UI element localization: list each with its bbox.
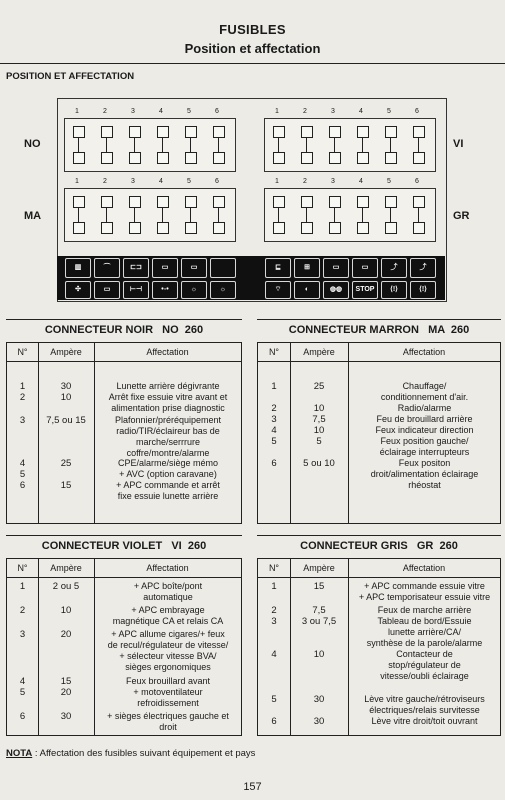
row-affectation: + APC commande essuie vitre	[364, 581, 485, 591]
row-affectation: Feux positon	[398, 458, 451, 468]
relay-row-bottom	[57, 280, 445, 300]
row-number: 2	[19, 605, 26, 616]
fuse-slot	[73, 196, 85, 234]
relay-8-icon: ◐	[294, 281, 320, 299]
table-header	[7, 559, 241, 578]
row-number: 2	[19, 392, 26, 403]
row-affectation: Lève vitre droit/toit ouvrant	[371, 716, 478, 726]
page-number: 157	[243, 781, 262, 793]
fuse-number: 2	[103, 108, 107, 115]
row-number: 6	[19, 711, 26, 722]
fuse-number: 5	[387, 108, 391, 115]
relay-12-icon: ⤴	[410, 258, 436, 278]
connector-title-rule	[257, 535, 501, 536]
row-ampere: 20	[60, 629, 72, 640]
row-ampere: 7,5	[312, 605, 326, 616]
fuse-number: 6	[415, 178, 419, 185]
relay-10-icon: ▭	[352, 258, 378, 278]
row-number: 3	[271, 414, 277, 425]
connector-title: CONNECTEUR NOIR NO 260	[44, 324, 204, 336]
row-ampere: 30	[60, 381, 72, 392]
fuse-number: 2	[303, 108, 307, 115]
relay-4-icon: ▭	[152, 258, 178, 278]
fuse-block-no	[64, 118, 236, 172]
row-affectation: de recul/régulateur de vitesse/	[107, 640, 229, 650]
row-number: 1	[19, 581, 26, 592]
row-affectation: radio/TIR/éclaireur bas de	[116, 426, 220, 436]
fuse-slot	[385, 126, 397, 164]
row-number: 1	[19, 381, 26, 392]
relay-9-icon: ◍◍	[323, 281, 349, 299]
row-number: 2	[271, 605, 277, 616]
row-affectation: alimentation prise diagnostic	[111, 403, 225, 413]
row-affectation: refroidissement	[137, 698, 199, 708]
section-title: POSITION ET AFFECTATION	[6, 71, 135, 82]
fuse-block-vi	[264, 118, 436, 172]
row-affectation: droit	[159, 722, 177, 732]
row-number: 5	[271, 436, 277, 447]
fuse-number: 6	[215, 178, 219, 185]
row-affectation: + sélecteur vitesse BVA/	[119, 651, 217, 661]
relay-5-icon: ☼	[181, 281, 207, 299]
row-affectation: + APC embrayage	[131, 605, 205, 615]
fuse-slot	[413, 126, 425, 164]
connector-title-rule	[6, 535, 242, 536]
connector-table	[257, 342, 501, 524]
row-affectation: + APC boîte/pont	[133, 581, 203, 591]
fuse-number: 4	[159, 178, 163, 185]
row-ampere: 10	[313, 425, 325, 436]
fuse-number: 4	[359, 108, 363, 115]
fuse-number: 2	[103, 178, 107, 185]
fuse-number: 3	[331, 108, 335, 115]
row-ampere: 15	[60, 480, 72, 491]
row-number: 4	[271, 425, 277, 436]
fuse-slot	[157, 126, 169, 164]
connector-title: CONNECTEUR VIOLET VI 260	[41, 540, 207, 552]
row-affectation: + APC commande et arrêt	[116, 480, 220, 490]
row-affectation: marche/serrrure	[135, 437, 200, 447]
row-affectation: conditionnement d'air.	[380, 392, 469, 402]
row-ampere: 10	[60, 392, 72, 403]
fuse-number: 5	[387, 178, 391, 185]
label-ma: MA	[24, 210, 42, 222]
relay-3-icon: ⊏⊐	[123, 258, 149, 278]
note-text: : Affectation des fusibles suivant équipement et pays	[32, 748, 256, 759]
row-ampere: 3 ou 7,5	[301, 616, 337, 627]
fuse-slot	[213, 126, 225, 164]
row-affectation: fixe essuie lunette arrière	[117, 491, 219, 501]
fuse-number: 5	[187, 178, 191, 185]
fuse-number: 5	[187, 108, 191, 115]
fuse-slot	[357, 126, 369, 164]
relay-11-icon: ⟨!⟩	[381, 281, 407, 299]
row-number: 2	[271, 403, 277, 414]
row-ampere: 5	[316, 436, 322, 447]
fuse-slot	[357, 196, 369, 234]
row-affectation: Lunette arrière dégivrante	[116, 381, 220, 391]
row-affectation: coffre/montre/alarme	[126, 448, 210, 458]
fuse-slot	[101, 196, 113, 234]
row-affectation: CPE/alarme/siège mémo	[117, 458, 219, 468]
relay-5-icon: ▭	[181, 258, 207, 278]
fuse-slot	[301, 196, 313, 234]
row-ampere: 10	[313, 649, 325, 660]
fuse-number: 6	[415, 108, 419, 115]
row-affectation: automatique	[143, 592, 193, 602]
header-no: N°	[268, 347, 280, 357]
relay-row-top	[57, 256, 445, 280]
row-ampere: 10	[60, 605, 72, 616]
fuse-number: 2	[303, 178, 307, 185]
header-aff: Affectation	[146, 563, 189, 573]
row-affectation: Feu de brouillard arrière	[376, 414, 473, 424]
header-aff: Affectation	[146, 347, 189, 357]
row-affectation: Feux brouillard avant	[125, 676, 211, 686]
row-number: 4	[19, 676, 26, 687]
row-affectation: synthèse de la parole/alarme	[366, 638, 483, 648]
row-ampere: 25	[313, 381, 325, 392]
header-no: N°	[17, 563, 28, 573]
header-amp: Ampère	[303, 563, 335, 573]
row-affectation: sièges ergonomiques	[125, 662, 211, 672]
note-label: NOTA	[6, 748, 33, 759]
row-affectation: rhéostat	[408, 480, 441, 490]
relay-2-icon: ▭	[94, 281, 120, 299]
page-subtitle: Position et affectation	[184, 41, 321, 56]
row-ampere: 7,5	[312, 414, 326, 425]
connector-table	[257, 558, 501, 736]
relay-1-icon: ✣	[65, 281, 91, 299]
fuse-slot	[385, 196, 397, 234]
row-number: 4	[19, 458, 26, 469]
row-affectation: Feux de marche arrière	[377, 605, 472, 615]
relay-8-icon: ⊞	[294, 258, 320, 278]
header-amp: Ampère	[50, 563, 82, 573]
label-no: NO	[24, 138, 41, 150]
page-title: FUSIBLES	[219, 22, 286, 37]
relay-12-icon: ⟨!⟩	[410, 281, 436, 299]
row-number: 5	[19, 687, 26, 698]
row-affectation: droit/alimentation éclairage	[370, 469, 479, 479]
header-amp: Ampère	[50, 347, 82, 357]
relay-4-icon: •◦•	[152, 281, 178, 299]
row-affectation: + motoventilateur	[133, 687, 203, 697]
row-affectation: électriques/relais survitesse	[369, 705, 480, 715]
header-aff: Affectation	[402, 347, 446, 357]
header-amp: Ampère	[303, 347, 335, 357]
row-ampere: 5 ou 10	[303, 458, 335, 469]
row-affectation: Tableau de bord/Essuie	[377, 616, 472, 626]
relay-6-icon	[210, 258, 236, 278]
fuse-slot	[101, 126, 113, 164]
row-ampere: 10	[313, 403, 325, 414]
relay-3-icon: ⊢⊣	[123, 281, 149, 299]
row-ampere: 7,5 ou 15	[46, 415, 86, 426]
row-affectation: lunette arrière/CA/	[387, 627, 462, 637]
relay-11-icon: ⤴	[381, 258, 407, 278]
page-header	[0, 0, 505, 62]
header-rule	[0, 63, 505, 64]
relay-9-icon: ▭	[323, 258, 349, 278]
fuse-number: 1	[75, 108, 79, 115]
table-header	[7, 343, 241, 362]
connector-title-rule	[257, 319, 501, 320]
fuse-slot	[213, 196, 225, 234]
note	[6, 748, 255, 759]
row-affectation: Radio/alarme	[397, 403, 452, 413]
row-affectation: + AVC (option caravane)	[119, 469, 217, 479]
row-affectation: vitesse/oubli éclairage	[380, 671, 469, 681]
connector-title: CONNECTEUR MARRON MA 260	[288, 324, 470, 336]
fuse-block-gr	[264, 188, 436, 242]
fuse-slot	[413, 196, 425, 234]
relay-2-icon: ⌒	[94, 258, 120, 278]
relay-7-icon: ⊑	[265, 258, 291, 278]
row-affectation: + sièges électriques gauche et	[107, 711, 229, 721]
row-number: 3	[19, 629, 26, 640]
header-no: N°	[17, 347, 28, 357]
fuse-slot	[185, 196, 197, 234]
fuse-slot	[185, 126, 197, 164]
relay-7-icon: ⌔	[265, 281, 291, 299]
header-no: N°	[268, 563, 280, 573]
row-number: 6	[271, 716, 277, 727]
row-ampere: 30	[60, 711, 72, 722]
row-affectation: Lève vitre gauche/rétroviseurs	[364, 694, 485, 704]
fuse-slot	[329, 126, 341, 164]
relay-10-icon: STOP	[352, 281, 378, 299]
fuse-slot	[73, 126, 85, 164]
row-affectation: éclairage interrupteurs	[379, 447, 470, 457]
row-number: 1	[271, 381, 277, 392]
row-affectation: Arrêt fixe essuie vitre avant et	[108, 392, 228, 402]
fuse-number: 1	[275, 108, 279, 115]
fuse-slot	[273, 126, 285, 164]
label-vi: VI	[453, 138, 464, 150]
row-number: 1	[271, 581, 277, 592]
row-number: 3	[19, 415, 26, 426]
fuse-slot	[301, 126, 313, 164]
relay-1-icon: ▥	[65, 258, 91, 278]
fuse-number: 1	[75, 178, 79, 185]
row-ampere: 15	[60, 676, 72, 687]
connector-table	[6, 342, 242, 524]
fuse-number: 3	[131, 178, 135, 185]
connector-title-rule	[6, 319, 242, 320]
row-number: 6	[19, 480, 26, 491]
table-header	[258, 559, 500, 578]
row-affectation: Feux indicateur direction	[375, 425, 474, 435]
row-number: 5	[271, 694, 277, 705]
row-affectation: + APC temporisateur essuie vitre	[358, 592, 491, 602]
row-affectation: Contacteur de	[396, 649, 453, 659]
row-number: 3	[271, 616, 277, 627]
fuse-slot	[129, 196, 141, 234]
fuse-number: 4	[159, 108, 163, 115]
fuse-number: 1	[275, 178, 279, 185]
label-gr: GR	[453, 210, 470, 222]
table-header	[258, 343, 500, 362]
column-divider	[38, 343, 39, 523]
fuse-box-diagram	[0, 88, 505, 318]
row-ampere: 2 ou 5	[52, 581, 80, 592]
connector-table	[6, 558, 242, 736]
connector-title: CONNECTEUR GRIS GR 260	[300, 540, 458, 552]
row-ampere: 30	[313, 716, 325, 727]
row-number: 5	[19, 469, 26, 480]
row-affectation: Feux position gauche/	[380, 436, 469, 446]
fuse-slot	[157, 196, 169, 234]
row-affectation: stop/régulateur de	[388, 660, 461, 670]
row-ampere: 15	[313, 581, 325, 592]
row-number: 6	[271, 458, 277, 469]
row-affectation: Plafonnier/préréquipement	[114, 415, 222, 425]
row-number: 4	[271, 649, 277, 660]
row-affectation: Chauffage/	[402, 381, 447, 391]
fuse-number: 4	[359, 178, 363, 185]
fuse-number: 3	[331, 178, 335, 185]
row-affectation: magnétique CA et relais CA	[112, 616, 224, 626]
fuse-number: 6	[215, 108, 219, 115]
row-ampere: 30	[313, 694, 325, 705]
fuse-slot	[329, 196, 341, 234]
row-ampere: 20	[60, 687, 72, 698]
relay-6-icon: ☼	[210, 281, 236, 299]
fuse-number: 3	[131, 108, 135, 115]
row-affectation: + APC allume cigares/+ feux	[111, 629, 225, 639]
header-aff: Affectation	[402, 563, 446, 573]
fuse-slot	[129, 126, 141, 164]
row-ampere: 25	[60, 458, 72, 469]
fuse-block-ma	[64, 188, 236, 242]
fuse-slot	[273, 196, 285, 234]
